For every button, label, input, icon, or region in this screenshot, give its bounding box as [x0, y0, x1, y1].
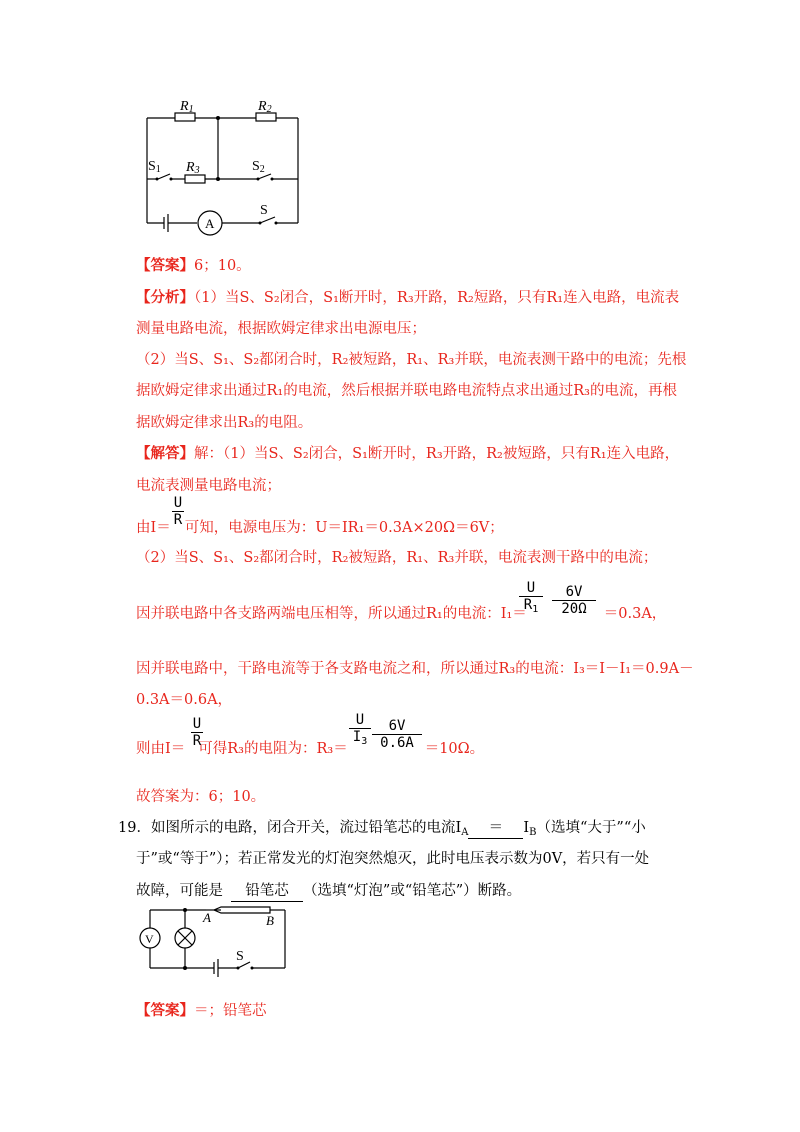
q19-blank-2: 铅笔芯: [231, 881, 303, 902]
label-s2: S: [252, 159, 260, 174]
label-s: S: [236, 949, 244, 964]
svg-text:S1: S1: [148, 159, 161, 175]
q18-analysis-line-2: 测量电路电流，根据欧姆定律求出电源电压；: [136, 321, 426, 337]
label-s: S: [260, 203, 268, 218]
fraction-u-over-r1: $\frac{U}{R_1}$: [519, 580, 543, 613]
q18-answer: 【答案】6；10。: [136, 257, 251, 274]
q18-analysis-line-1: 【分析】（1）当S、S₂闭合，S₁断开时，R₃开路，R₂短路，只有R₁连入电路，电流表: [136, 289, 680, 306]
q18-solution-line-1: 【解答】解：（1）当S、S₂闭合，S₁断开时，R₃开路，R₂被短路，只有R₁连入电路，: [136, 445, 680, 462]
fraction-u-over-r-2: $\frac{U}{R}$: [192, 716, 202, 749]
q18-analysis-line-3: （2）当S、S₁、S₂都闭合时，R₂被短路，R₁、R₃并联，电流表测干路中的电流；先根: [136, 352, 687, 368]
svg-text:R2: R2: [258, 99, 272, 115]
q18-solution-line-5: 因并联电路中各支路两端电压相等，所以通过R₁的电流：I₁＝ ＝0.3A，: [136, 606, 667, 622]
q19-line-2: 于”或“等于”）；若正常发光的灯泡突然熄灭，此时电压表示数为0V，若只有一处: [136, 851, 650, 867]
label-r1: R: [180, 99, 189, 114]
q18-solution-line-3: 由I＝ 可知，电源电压为：U＝IR₁＝0.3A×20Ω＝6V；: [136, 520, 504, 536]
q19-answer: 【答案】＝；铅笔芯: [136, 1002, 267, 1019]
q19-line-3: 故障，可能是 铅笔芯 （选填“灯泡”或“铅笔芯”）断路。: [136, 881, 521, 902]
label-r2: R: [258, 99, 267, 114]
svg-text:R3: R3: [186, 160, 200, 176]
fraction-6v-over-20ohm: $\frac{6V}{20\Omega}$: [552, 584, 596, 617]
resistor-r3: [185, 175, 205, 183]
pencil-lead: [214, 907, 270, 913]
circuit-diagram-2: [130, 898, 300, 983]
q18-final-answer: 故答案为：6；10。: [136, 789, 266, 805]
fraction-u-over-i3: $\frac{U}{I_3}$: [349, 712, 371, 745]
q18-solution-line-7: 0.3A＝0.6A，: [136, 692, 233, 708]
fraction-6v-over-0.6a: $\frac{6V}{0.6A}$: [372, 718, 422, 751]
fraction-u-over-r-1: $\frac{U}{R}$: [173, 495, 183, 528]
q18-solution-line-4: （2）当S、S₁、S₂都闭合时，R₂被短路，R₁、R₃并联，电流表测干路中的电流；: [136, 550, 658, 566]
svg-text:S2: S2: [252, 159, 265, 175]
q19-number: 19．: [118, 820, 151, 836]
label-s1: S: [148, 159, 156, 174]
label-ammeter: A: [205, 216, 215, 231]
q19-line-1: 19．如图所示的电路，闭合开关，流过铅笔芯的电流$I_A = I_B$（选填“大于”“小: [118, 820, 646, 838]
label-r3: R: [186, 160, 195, 175]
q18-solution-line-8: 则由I＝ 可得R₃的电阻为：R₃＝ ＝10Ω。: [136, 741, 485, 757]
label-a: A: [203, 910, 211, 925]
q19-blank-1: ＝: [468, 818, 523, 839]
q18-analysis-line-5: 据欧姆定律求出R₃的电阻。: [136, 415, 313, 431]
label-voltmeter: V: [145, 932, 154, 946]
svg-text:R1: R1: [180, 99, 194, 115]
label-b: B: [266, 913, 274, 928]
q18-solution-line-2: 电流表测量电路电流；: [136, 478, 281, 494]
circuit-diagram-1: [130, 90, 310, 240]
q18-analysis-line-4: 据欧姆定律求出通过R₁的电流，然后根据并联电路电流特点求出通过R₃的电流，再根: [136, 383, 677, 399]
q18-solution-line-6: 因并联电路中，干路电流等于各支路电流之和，所以通过R₃的电流：I₃＝I－I₁＝0.9A－: [136, 661, 694, 677]
